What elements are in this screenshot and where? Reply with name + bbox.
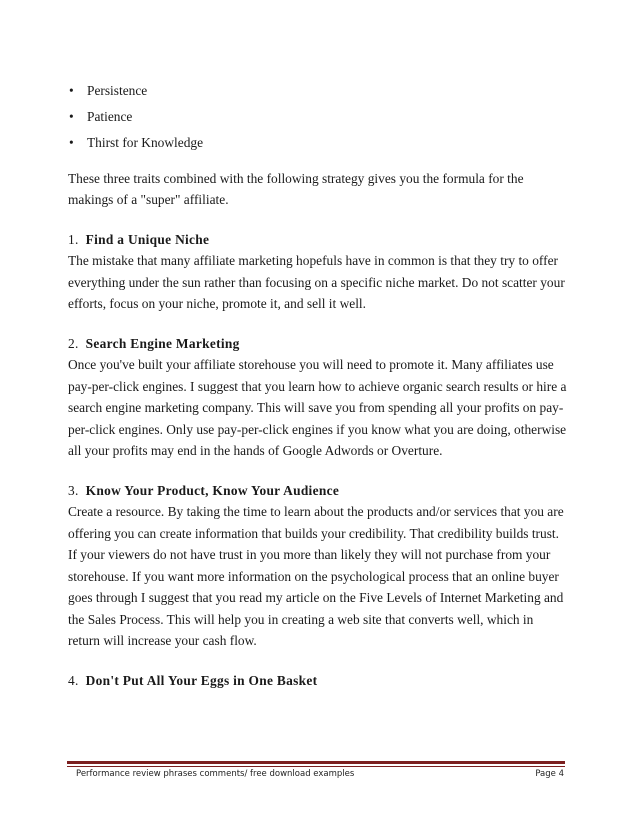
bullet-icon: •	[69, 109, 74, 124]
section-title: Don't Put All Your Eggs in One Basket	[85, 672, 318, 688]
intro-paragraph: These three traits combined with the following strategy gives you the formula for the makings of a "super" affiliate.	[68, 170, 524, 207]
bullet-icon: •	[69, 83, 74, 98]
section-body: Create a resource. By taking the time to learn about the products and/or services that you are offering you can create information that builds your credibility. That credibility builds trust. If your viewers do not have trust in you more than likely they will not purchase from your storehouse. If you want more information on the psychological process that an online buyer goes through I suggest that you read my article on the Five Levels of Internet Marketing and the Sales Process. This will help you in creating a web site that converts well, which in return will increase your cash flow.	[68, 504, 564, 648]
section-title: Know Your Product, Know Your Audience	[85, 482, 340, 498]
footer-title: Performance review phrases comments/ free download examples	[76, 769, 355, 779]
footer-divider	[67, 761, 565, 764]
list-item	[68, 80, 568, 102]
section-number: 1.	[68, 231, 79, 247]
section-heading	[68, 480, 568, 502]
footer-divider-thin	[67, 766, 565, 767]
section-heading	[68, 670, 568, 692]
list-item-text: Patience	[87, 109, 133, 124]
page-content	[68, 80, 568, 691]
section-2	[68, 333, 568, 462]
section-number: 4.	[68, 672, 79, 688]
section-body: The mistake that many affiliate marketing hopefuls have in common is that they try to offer everything under the sun rather than focusing on a specific niche market. Do not scatter your efforts, focus on your niche, promote it, and sell it well.	[68, 253, 565, 311]
section-number: 3.	[68, 482, 79, 498]
section-number: 2.	[68, 335, 79, 351]
section-body: Once you've built your affiliate storehouse you will need to promote it. Many affiliates use pay-per-click engines. I suggest that you learn how to achieve organic search results or hire a search engine marketing company. This will save you from spending all your profits on pay-per-click engines. Only use pay-per-click engines if you know what you are doing, otherwise all your profits may end in the hands of Google Adwords or Overture.	[68, 357, 567, 458]
section-title: Find a Unique Niche	[85, 231, 210, 247]
list-item	[68, 106, 568, 128]
section-3	[68, 480, 568, 652]
bullet-icon: •	[69, 135, 74, 150]
list-item-text: Thirst for Knowledge	[87, 135, 204, 150]
list-item-text: Persistence	[87, 83, 148, 98]
page-number: Page 4	[535, 769, 564, 779]
section-1	[68, 229, 568, 315]
section-4	[68, 670, 568, 692]
section-heading	[68, 229, 568, 251]
list-item	[68, 132, 568, 154]
section-heading	[68, 333, 568, 355]
section-title: Search Engine Marketing	[85, 335, 240, 351]
trait-list	[68, 80, 568, 154]
